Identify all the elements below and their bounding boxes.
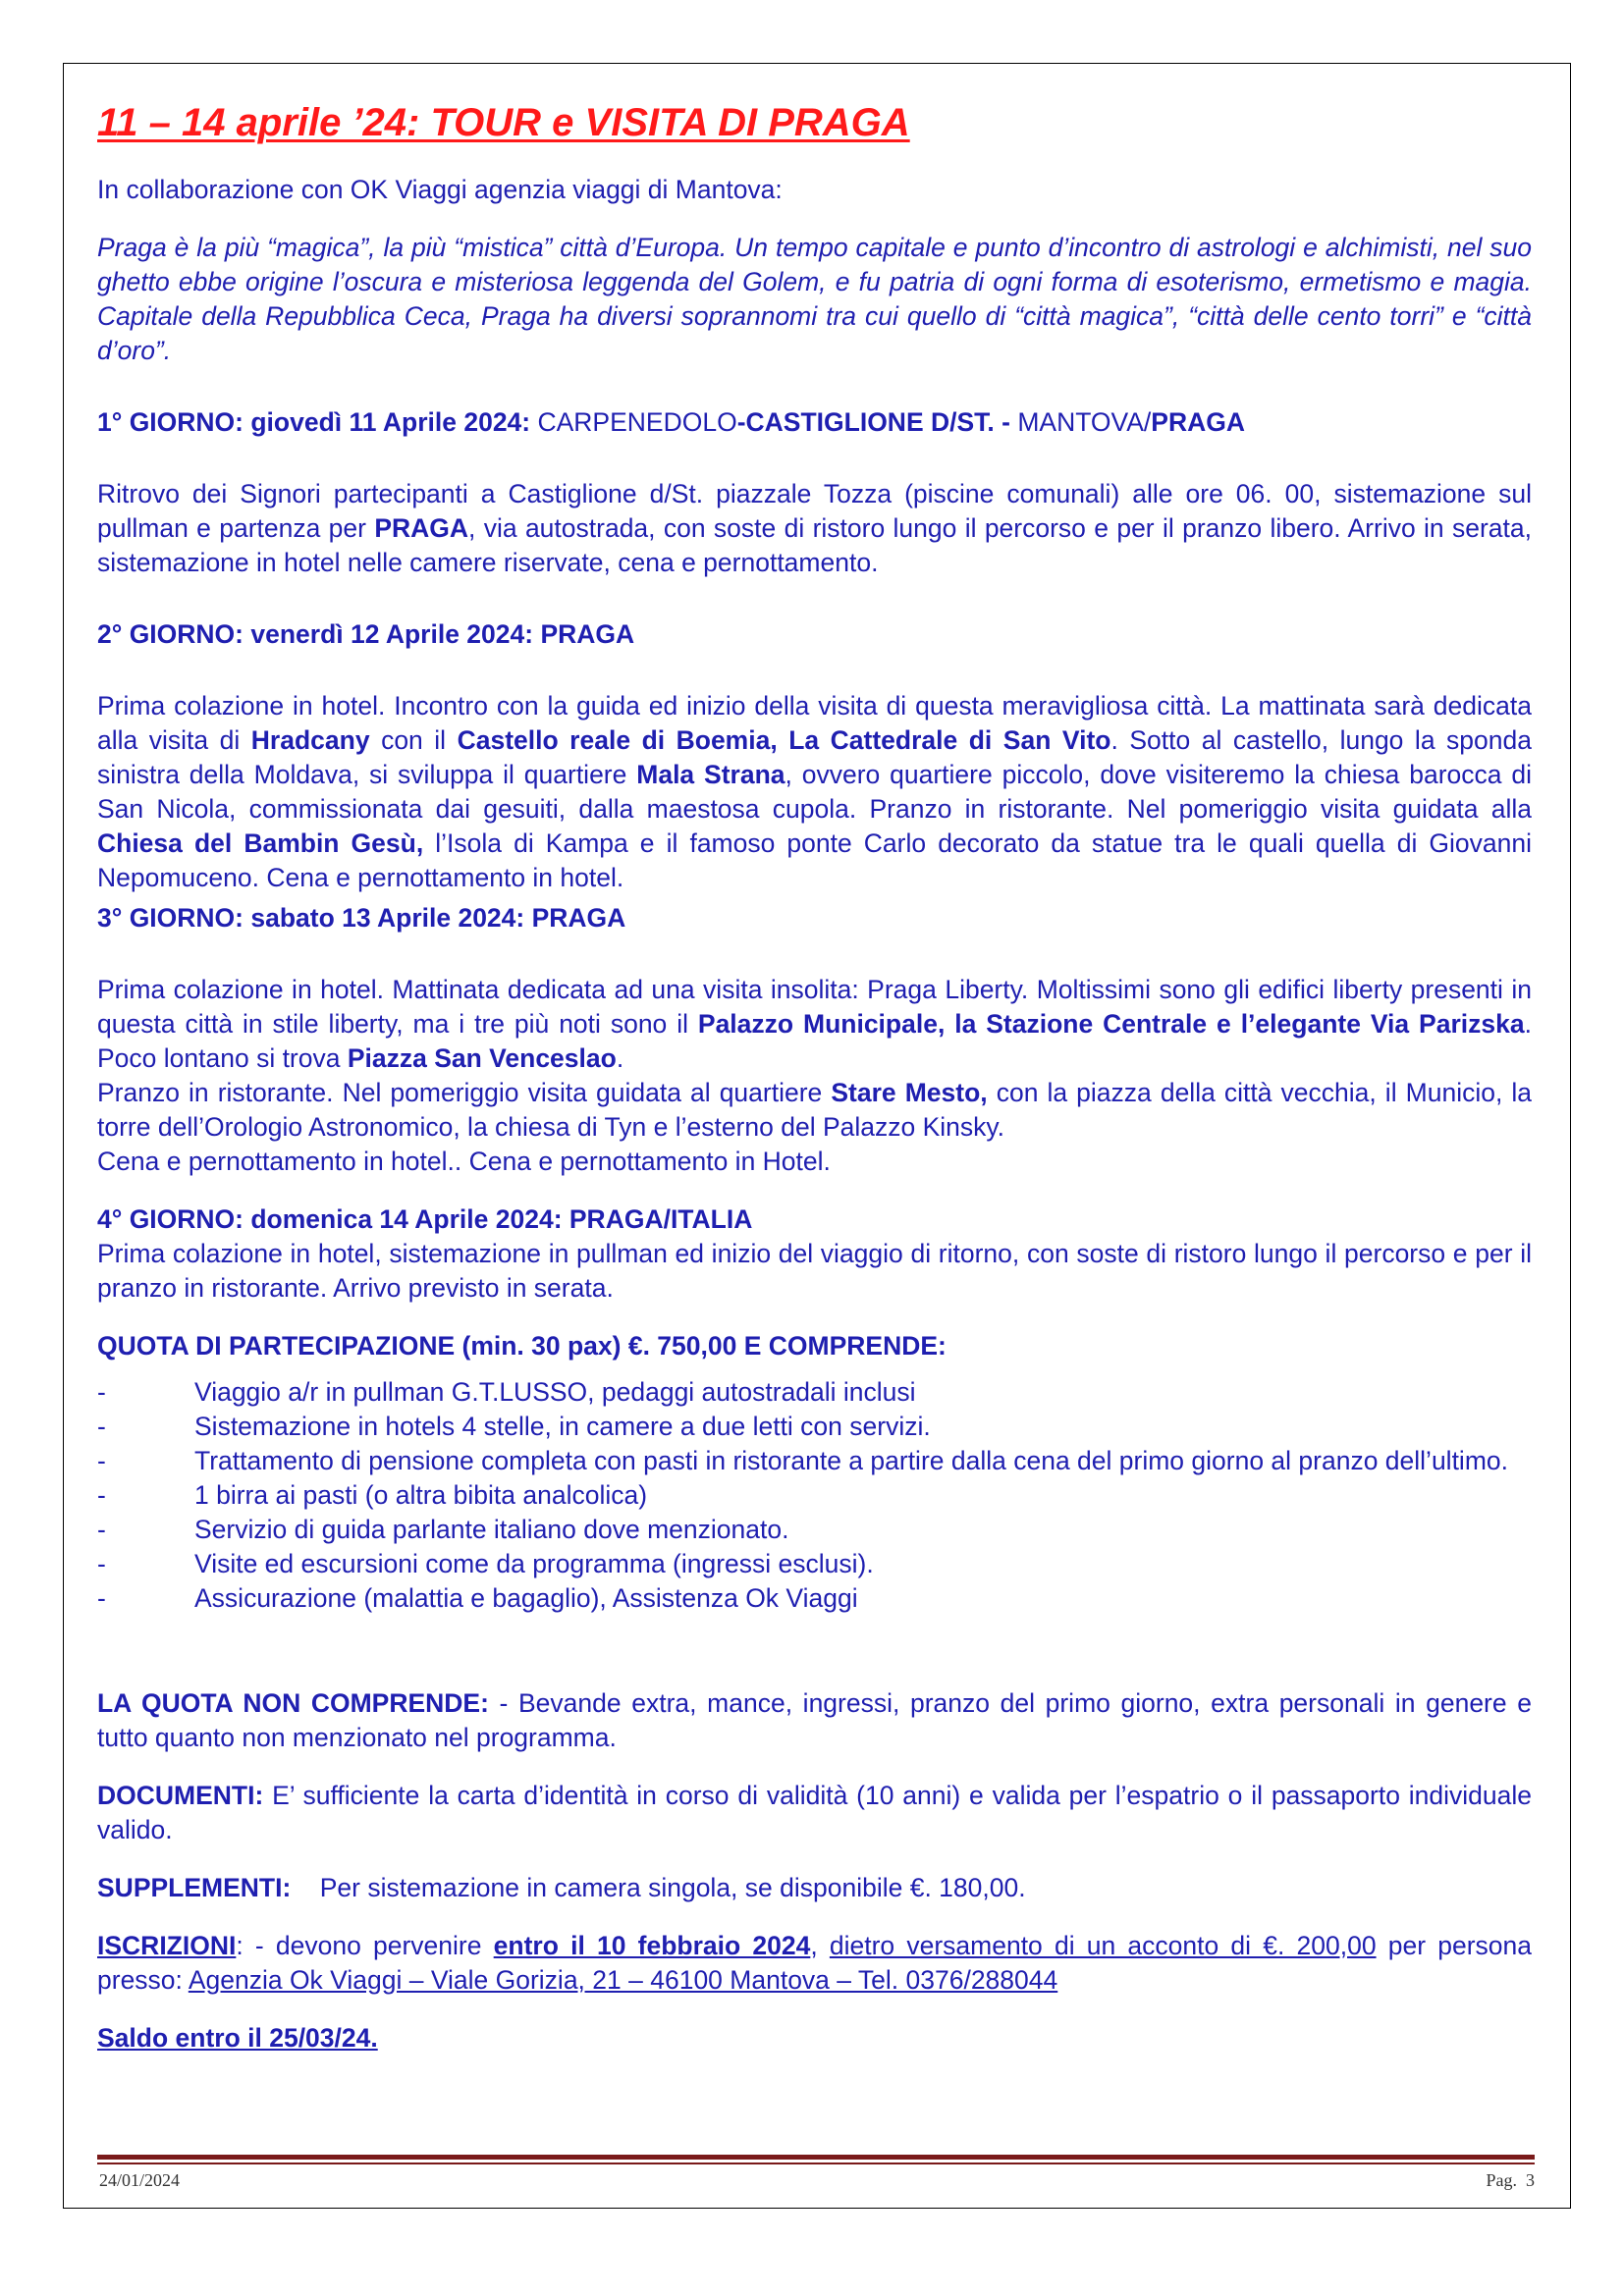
day4-text: Prima colazione in hotel, sistemazione in pullman ed inizio del viaggio di ritorno, con soste di ristoro lungo il percorso e per il pranzo in ristorante. Arrivo previsto in serata.	[97, 1239, 1532, 1303]
list-item	[97, 1513, 1532, 1547]
iscrizioni-text: : - devono pervenire	[236, 1931, 494, 1960]
day1-text-part: Ritrovo dei Signori partecipanti a Castiglione d/St. piazzale Tozza (piscine comunali) alle ore 06. 00, sistemazione sul pullman e partenza per	[97, 479, 1532, 543]
non-comprende-paragraph	[97, 1686, 1532, 1755]
day2-text-part: Prima colazione in hotel. Incontro con la guida ed inizio della visita di questa meravigliosa città. La mattinata sarà dedicata alla visita di	[97, 691, 1532, 755]
supplementi-paragraph	[97, 1871, 1532, 1905]
day3-text-bold: Stare Mesto,	[831, 1078, 988, 1107]
footer-rule-thin	[97, 2163, 1535, 2164]
list-item-text: Sistemazione in hotels 4 stelle, in camere a due letti con servizi.	[194, 1412, 931, 1441]
day1-heading-place-a: CARPENEDOLO	[537, 407, 737, 437]
day1-text	[97, 477, 1532, 580]
supplementi-label: SUPPLEMENTI:	[97, 1873, 292, 1902]
day3-text-afternoon	[97, 1076, 1532, 1145]
list-dash: -	[97, 1549, 106, 1578]
documenti-paragraph	[97, 1779, 1532, 1847]
day1-heading-place-d: PRAGA	[1151, 407, 1245, 437]
day4-heading: 4° GIORNO: domenica 14 Aprile 2024: PRAGA/ITALIA	[97, 1204, 753, 1234]
list-item	[97, 1375, 1532, 1410]
day1-text-bold: PRAGA	[374, 513, 469, 543]
day3-text-part: Prima colazione in hotel. Mattinata dedicata ad una visita insolita: Praga Liberty. Moltissimi sono gli edifici liberty presenti in questa città in stile liberty, ma i tre più noti sono il	[97, 975, 1532, 1039]
day2-text-part: , ovvero quartiere piccolo, dove visiteremo la chiesa barocca di San Nicola, commissionata dai gesuiti, dalla maestosa cupola. Pranzo in ristorante. Nel pomeriggio visita guidata alla	[97, 760, 1532, 824]
list-dash: -	[97, 1377, 106, 1407]
day2-text	[97, 689, 1532, 895]
saldo-text: Saldo entro il 25/03/24.	[97, 2023, 378, 2053]
day1-heading	[97, 405, 1532, 440]
day3-text-part: con la piazza della città vecchia, il Municio, la torre dell’Orologio Astronomico, la chiesa di Tyn e l’esterno del Palazzo Kinsky.	[97, 1078, 1533, 1142]
day3-heading: 3° GIORNO: sabato 13 Aprile 2024: PRAGA	[97, 903, 626, 933]
iscrizioni-deadline: entro il 10 febbraio 2024	[493, 1931, 811, 1960]
list-dash: -	[97, 1446, 106, 1475]
quota-heading: QUOTA DI PARTECIPAZIONE (min. 30 pax) €. 750,00 E COMPRENDE:	[97, 1331, 947, 1361]
list-item	[97, 1444, 1532, 1478]
day3-text-part: Pranzo in ristorante. Nel pomeriggio visita guidata al quartiere	[97, 1078, 832, 1107]
list-item-text: Trattamento di pensione completa con pasti in ristorante a partire dalla cena del primo giorno al pranzo dell’ultimo.	[194, 1446, 1508, 1475]
list-dash: -	[97, 1480, 106, 1510]
day2-text-bold: Mala Strana	[636, 760, 785, 789]
list-dash: -	[97, 1515, 106, 1544]
day1-heading-date: 1° GIORNO: giovedì 11 Aprile 2024:	[97, 407, 538, 437]
day3-text-evening: Cena e pernottamento in hotel.. Cena e pernottamento in Hotel.	[97, 1147, 831, 1176]
day2-text-bold: Chiesa del Bambin Gesù,	[97, 828, 424, 858]
iscrizioni-label: ISCRIZIONI	[97, 1931, 237, 1960]
day2-text-bold: Castello reale di Boemia, La Cattedrale di San Vito	[457, 725, 1111, 755]
day3-text-part: . Poco lontano si trova	[97, 1009, 1532, 1073]
iscrizioni-paragraph	[97, 1929, 1532, 1998]
non-comprende-label: LA QUOTA NON COMPRENDE:	[97, 1688, 489, 1718]
footer-rule-thick	[97, 2155, 1535, 2160]
day1-text-part: , via autostrada, con soste di ristoro lungo il percorso e per il pranzo libero. Arrivo in serata, sistemazione in hotel nelle camere riservate, cena e pernottamento.	[97, 513, 1533, 577]
intro-text: In collaborazione con OK Viaggi agenzia viaggi di Mantova:	[97, 175, 783, 204]
list-item-text: Viaggio a/r in pullman G.T.LUSSO, pedaggi autostradali inclusi	[194, 1377, 916, 1407]
list-item	[97, 1410, 1532, 1444]
day1-heading-place-b: -CASTIGLIONE D/ST. -	[736, 407, 1010, 437]
footer-page-number: Pag. 3	[1486, 2170, 1535, 2190]
agency-address: Agenzia Ok Viaggi – Viale Gorizia, 21 – 46100 Mantova – Tel. 0376/288044	[188, 1965, 1058, 1995]
non-comprende-text: - Bevande extra, mance, ingressi, pranzo del primo giorno, extra personali in genere e tutto quanto non menzionato nel programma.	[97, 1688, 1532, 1752]
day2-text-part: . Sotto al castello, lungo la sponda sinistra della Moldava, si sviluppa il quartiere	[97, 725, 1532, 789]
list-item	[97, 1581, 1532, 1616]
iscrizioni-deposit: dietro versamento di un acconto di €. 200,00	[829, 1931, 1377, 1960]
description-text: Praga è la più “magica”, la più “mistica” città d’Europa. Un tempo capitale e punto d’incontro di astrologi e alchimisti, nel suo ghetto ebbe origine l’oscura e misteriosa leggenda del Golem, e fu patria di ogni forma di esoterismo, ermetismo e magia. Capitale della Repubblica Ceca, Praga ha diversi soprannomi tra cui quello di “città magica”, “città delle cento torri” e “città d’oro”.	[97, 233, 1532, 365]
list-item-text: Assicurazione (malattia e bagaglio), Assistenza Ok Viaggi	[194, 1583, 858, 1613]
day2-text-bold: Hradcany	[250, 725, 370, 755]
list-item-text: Servizio di guida parlante italiano dove menzionato.	[194, 1515, 789, 1544]
quota-included-list	[97, 1375, 1532, 1616]
documenti-label: DOCUMENTI:	[97, 1781, 264, 1810]
day1-heading-place-c: MANTOVA/	[1009, 407, 1152, 437]
day2-heading: 2° GIORNO: venerdì 12 Aprile 2024: PRAGA	[97, 619, 635, 649]
day2-text-part: con il	[369, 725, 458, 755]
iscrizioni-text: per persona presso:	[97, 1931, 1532, 1995]
day3-text-bold: Piazza San Venceslao	[347, 1043, 617, 1073]
day3-text-part: .	[616, 1043, 624, 1073]
day2-text-part: l’Isola di Kampa e il famoso ponte Carlo decorato da statue tra le quali quella di Giovanni Nepomuceno. Cena e pernottamento in hotel.	[97, 828, 1532, 892]
list-dash: -	[97, 1583, 106, 1613]
footer-date: 24/01/2024	[99, 2170, 181, 2190]
day3-text	[97, 973, 1532, 1076]
documenti-text: E’ sufficiente la carta d’identità in corso di validità (10 anni) e valida per l’espatrio o il passaporto individuale valido.	[97, 1781, 1532, 1844]
list-item	[97, 1547, 1532, 1581]
day3-text-bold: Palazzo Municipale, la Stazione Centrale e l’elegante Via Parizska	[697, 1009, 1525, 1039]
list-item	[97, 1478, 1532, 1513]
document-body	[97, 98, 1532, 2056]
list-item-text: 1 birra ai pasti (o altra bibita analcolica)	[194, 1480, 648, 1510]
supplementi-text: Per sistemazione in camera singola, se disponibile €. 180,00.	[291, 1873, 1026, 1902]
iscrizioni-text: ,	[810, 1931, 830, 1960]
list-dash: -	[97, 1412, 106, 1441]
list-item-text: Visite ed escursioni come da programma (ingressi esclusi).	[194, 1549, 874, 1578]
page-title: 11 – 14 aprile ’24: TOUR e VISITA DI PRAGA	[97, 101, 910, 144]
